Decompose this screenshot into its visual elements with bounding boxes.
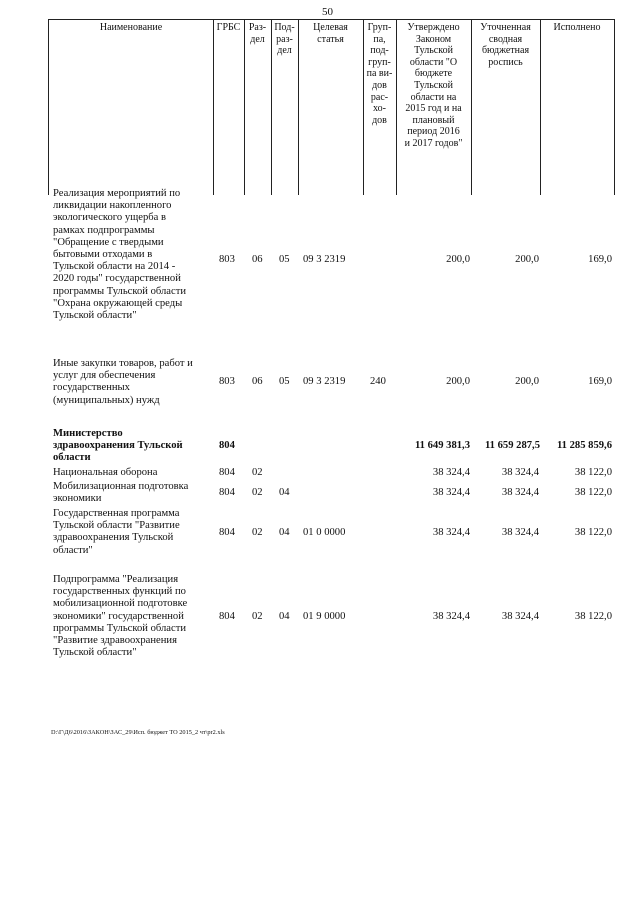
row-grbs: 803 [219,376,235,387]
row-target: 01 9 0000 [303,611,346,622]
row-approved: 200,0 [446,254,470,265]
row-podrazdel: 05 [279,254,290,265]
row-approved: 38 324,4 [432,611,470,622]
header-name: Наименование [99,22,163,33]
row-grbs: 804 [219,487,235,498]
row-approved: 200,0 [446,376,470,387]
header-top-border [48,19,615,20]
row-executed: 169,0 [588,376,612,387]
row-name: Мобилизационная подготовка экономики [53,481,189,505]
row-refined: 38 324,4 [501,611,539,622]
column-divider [298,19,299,195]
row-approved: 38 324,4 [432,467,470,478]
row-name: Министерство здравоохранения Тульской области [53,428,183,464]
row-executed: 11 285 859,6 [556,440,612,451]
column-divider [614,19,615,195]
column-divider [48,19,49,195]
header-target: Целевая статья [313,22,348,45]
row-podrazdel: 04 [279,487,290,498]
row-name: Иные закупки товаров, работ и услуг для обеспечения государственных (муниципальных) нужд [53,358,193,406]
column-divider [540,19,541,195]
row-razdel: 06 [252,376,263,387]
row-razdel: 06 [252,254,263,265]
row-target: 09 3 2319 [303,254,346,265]
row-approved: 11 649 381,3 [414,440,470,451]
row-refined: 38 324,4 [501,467,539,478]
row-executed: 38 122,0 [574,611,612,622]
footer-file-path: D:\Г\Д6\2016\ЗАКОН\ЗАС_29\Исп. бюджет ТО 2015_2 чт\pr2.xls [51,729,225,736]
row-target: 01 0 0000 [303,527,346,538]
page-number: 50 [322,6,333,18]
row-name: Государственная программа Тульской области "Развитие здравоохранения Тульской области" [53,508,180,556]
row-razdel: 02 [252,527,263,538]
row-podrazdel: 05 [279,376,290,387]
row-executed: 169,0 [588,254,612,265]
row-razdel: 02 [252,487,263,498]
row-refined: 38 324,4 [501,487,539,498]
header-approved: Утверждено Законом Тульской области "О бюджете Тульской области на 2015 год и на плановый период 2016 и 2017 годов" [404,22,463,149]
row-approved: 38 324,4 [432,487,470,498]
row-executed: 38 122,0 [574,487,612,498]
header-grbs: ГРБС [216,22,241,33]
header-executed: Исполнено [553,22,601,33]
row-refined: 200,0 [515,376,539,387]
row-approved: 38 324,4 [432,527,470,538]
row-grbs: 803 [219,254,235,265]
row-grbs: 804 [219,527,235,538]
row-executed: 38 122,0 [574,527,612,538]
header-podrazdel: Под- раз- дел [274,22,295,57]
row-group: 240 [370,376,386,387]
row-podrazdel: 04 [279,527,290,538]
header-group: Груп- па, под- груп- па ви- дов рас- хо- дов [366,22,393,126]
row-podrazdel: 04 [279,611,290,622]
row-grbs: 804 [219,440,235,451]
row-target: 09 3 2319 [303,376,346,387]
row-razdel: 02 [252,611,263,622]
row-refined: 200,0 [515,254,539,265]
row-grbs: 804 [219,611,235,622]
row-razdel: 02 [252,467,263,478]
column-divider [244,19,245,195]
column-divider [213,19,214,195]
row-name: Национальная оборона [53,467,158,478]
row-refined: 11 659 287,5 [484,440,540,451]
row-name: Подпрограмма "Реализация государственных функций по мобилизационной подготовке экономики" государственной программы Тульской области "Развитие здравоохранения Тульской области" [53,574,188,659]
row-refined: 38 324,4 [501,527,539,538]
row-grbs: 804 [219,467,235,478]
row-executed: 38 122,0 [574,467,612,478]
row-name: Реализация мероприятий по ликвидации накопленного экологического ущерба в рамках подпрограммы "Обращение с твердыми бытовыми отходами в Тульской области на 2014 - 2020 годы" государственной программы Тульской области "Охрана окружающей среды Тульской области" [53,188,187,322]
header-refined: Уточненная сводная бюджетная роспись [480,22,531,68]
header-razdel: Раз- дел [248,22,267,45]
